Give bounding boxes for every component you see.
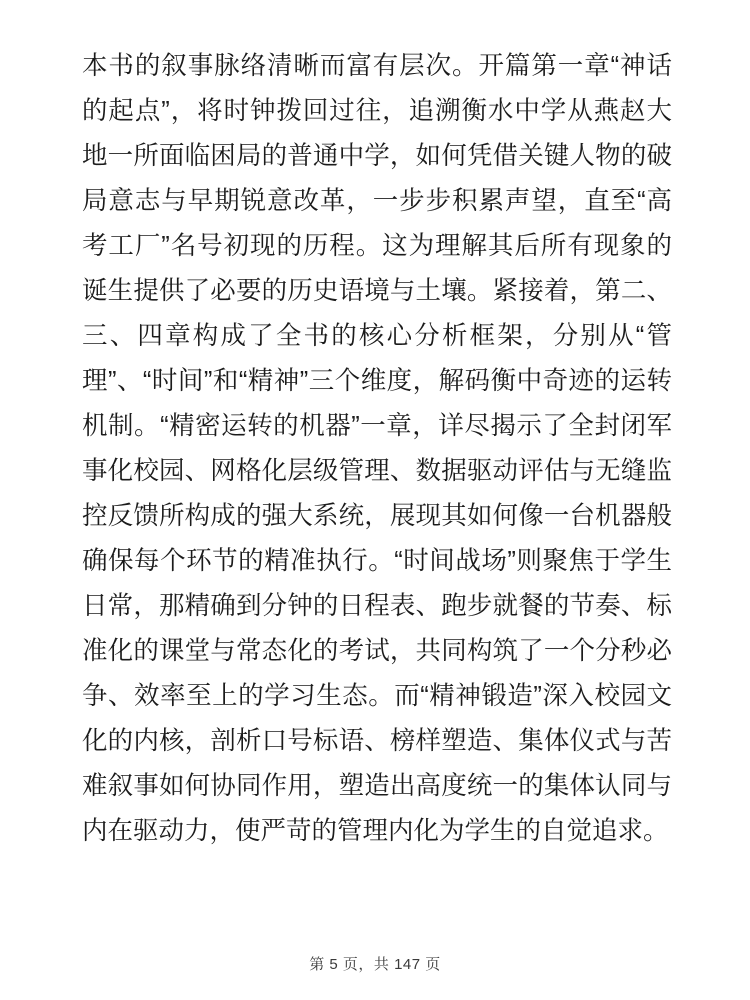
page-number-label: 第 5 页，共 147 页 (309, 956, 441, 973)
page-content (82, 44, 672, 854)
page-footer (0, 953, 750, 974)
body-paragraph: 本书的叙事脉络清晰而富有层次。开篇第一章“神话的起点”，将时钟拨回过往，追溯衡水中学从燕赵大地一所面临困局的普通中学，如何凭借关键人物的破局意志与早期锐意改革，一步步积累声望，直至“高考工厂”名号初现的历程。这为理解其后所有现象的诞生提供了必要的历史语境与土壤。紧接着，第二、三、四章构成了全书的核心分析框架，分别从“管理”、“时间”和“精神”三个维度，解码衡中奇迹的运转机制。“精密运转的机器”一章，详尽揭示了全封闭军事化校园、网格化层级管理、数据驱动评估与无缝监控反馈所构成的强大系统，展现其如何像一台机器般确保每个环节的精准执行。“时间战场”则聚焦于学生日常，那精确到分钟的日程表、跑步就餐的节奏、标准化的课堂与常态化的考试，共同构筑了一个分秒必争、效率至上的学习生态。而“精神锻造”深入校园文化的内核，剖析口号标语、榜样塑造、集体仪式与苦难叙事如何协同作用，塑造出高度统一的集体认同与内在驱动力，使严苛的管理内化为学生的自觉追求。 (82, 52, 672, 845)
